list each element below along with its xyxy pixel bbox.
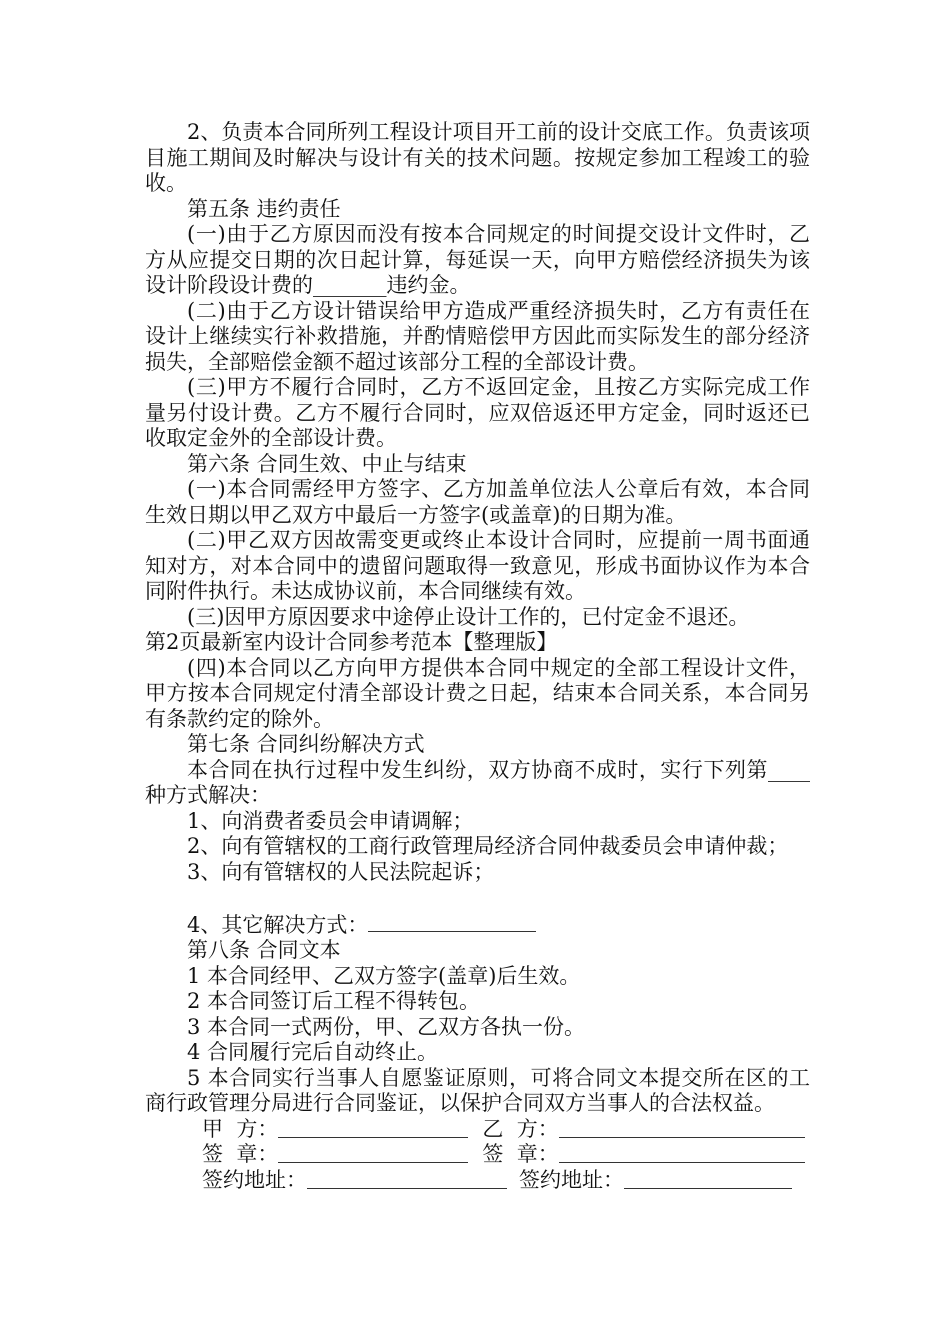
- seal-b-line: [559, 1142, 805, 1163]
- section-heading: 第六条 合同生效、中止与结束: [187, 451, 467, 476]
- list-item: 5 本合同实行当事人自愿鉴证原则，可将合同文本提交所在区的工商行政管理分局进行合同鉴证，以保护合同双方当事人的合法权益。: [145, 1065, 810, 1115]
- section-heading: 第八条 合同文本: [187, 938, 341, 962]
- section-heading: 第五条 违约责任: [187, 196, 341, 221]
- paragraph: (四)本合同以乙方向甲方提供本合同中规定的全部工程设计文件，甲方按本合同规定付清全部设计费之日起，结束本合同关系，本合同另有条款约定的除外。: [145, 655, 810, 731]
- page-footer: 第2页最新室内设计合同参考范本【整理版】: [145, 630, 558, 654]
- party-a-line: [278, 1117, 468, 1138]
- party-b-line: [559, 1117, 805, 1138]
- blank-line: [145, 885, 810, 911]
- other-method-label: 4、其它解决方式：: [187, 912, 369, 937]
- place-b-label: 签约地址：: [519, 1167, 624, 1192]
- paragraph: (一)本合同需经甲方签字、乙方加盖单位法人公章后有效，本合同生效日期以甲乙双方中最后一方签字(或盖章)的日期为准。: [145, 477, 810, 527]
- seal-a-line: [278, 1142, 468, 1163]
- place-a-line: [307, 1168, 507, 1189]
- place-b-line: [624, 1168, 792, 1189]
- paragraph: (三)因甲方原因要求中途停止设计工作的，已付定金不退还。: [187, 604, 750, 629]
- party-a-label: 甲 方：: [202, 1116, 279, 1141]
- list-item: 1、向消费者委员会申请调解；: [187, 808, 474, 833]
- list-item: 2、向有管辖权的工商行政管理局经济合同仲裁委员会申请仲裁；: [187, 834, 789, 858]
- contract-page: [145, 120, 810, 1193]
- paragraph: (二)由于乙方设计错误给甲方造成严重经济损失时，乙方有责任在设计上继续实行补救措施，并酌情赔偿甲方因此而实际发生的部分经济损失，全部赔偿金额不超过该部分工程的全部设计费。: [145, 298, 810, 374]
- paragraph: 2、负责本合同所列工程设计项目开工前的设计交底工作。负责该项目施工期间及时解决与设计有关的技术问题。按规定参加工程竣工的验收。: [145, 120, 810, 195]
- party-b-label: 乙 方：: [482, 1116, 559, 1141]
- place-a-label: 签约地址：: [202, 1167, 307, 1192]
- list-item: 1 本合同经甲、乙双方签字(盖章)后生效。: [187, 963, 581, 988]
- paragraph: (三)甲方不履行合同时，乙方不返回定金，且按乙方实际完成工作量另付设计费。乙方不履行合同时，应双倍返还甲方定金，同时返还已收取定金外的全部设计费。: [145, 375, 810, 450]
- paragraph: (一)由于乙方原因而没有按本合同规定的时间提交设计文件时，乙方从应提交日期的次日起计算，每延误一天，向甲方赔偿经济损失为该设计阶段设计费的_______违约金。: [145, 222, 810, 297]
- signature-row-place: [202, 1168, 810, 1194]
- list-item: 4 合同履行完后自动终止。: [187, 1040, 439, 1064]
- section-heading: 第七条 合同纠纷解决方式: [187, 732, 425, 756]
- signature-row-seal: [202, 1142, 810, 1168]
- paragraph: (二)甲乙双方因故需变更或终止本设计合同时，应提前一周书面通知对方，对本合同中的遗留问题取得一致意见，形成书面协议作为本合同附件执行。未达成协议前，本合同继续有效。: [145, 528, 810, 603]
- seal-b-label: 签 章：: [482, 1142, 559, 1166]
- list-item: 2 本合同签订后工程不得转包。: [187, 989, 481, 1013]
- paragraph: 本合同在执行过程中发生纠纷，双方协商不成时，实行下列第____种方式解决：: [145, 757, 810, 807]
- list-item: 3、向有管辖权的人民法院起诉；: [187, 859, 495, 884]
- other-method-blank: [368, 911, 536, 932]
- list-item: [145, 911, 810, 939]
- signature-row-party: [202, 1117, 810, 1143]
- seal-a-label: 签 章：: [202, 1142, 279, 1166]
- list-item: 3 本合同一式两份，甲、乙双方各执一份。: [187, 1014, 586, 1039]
